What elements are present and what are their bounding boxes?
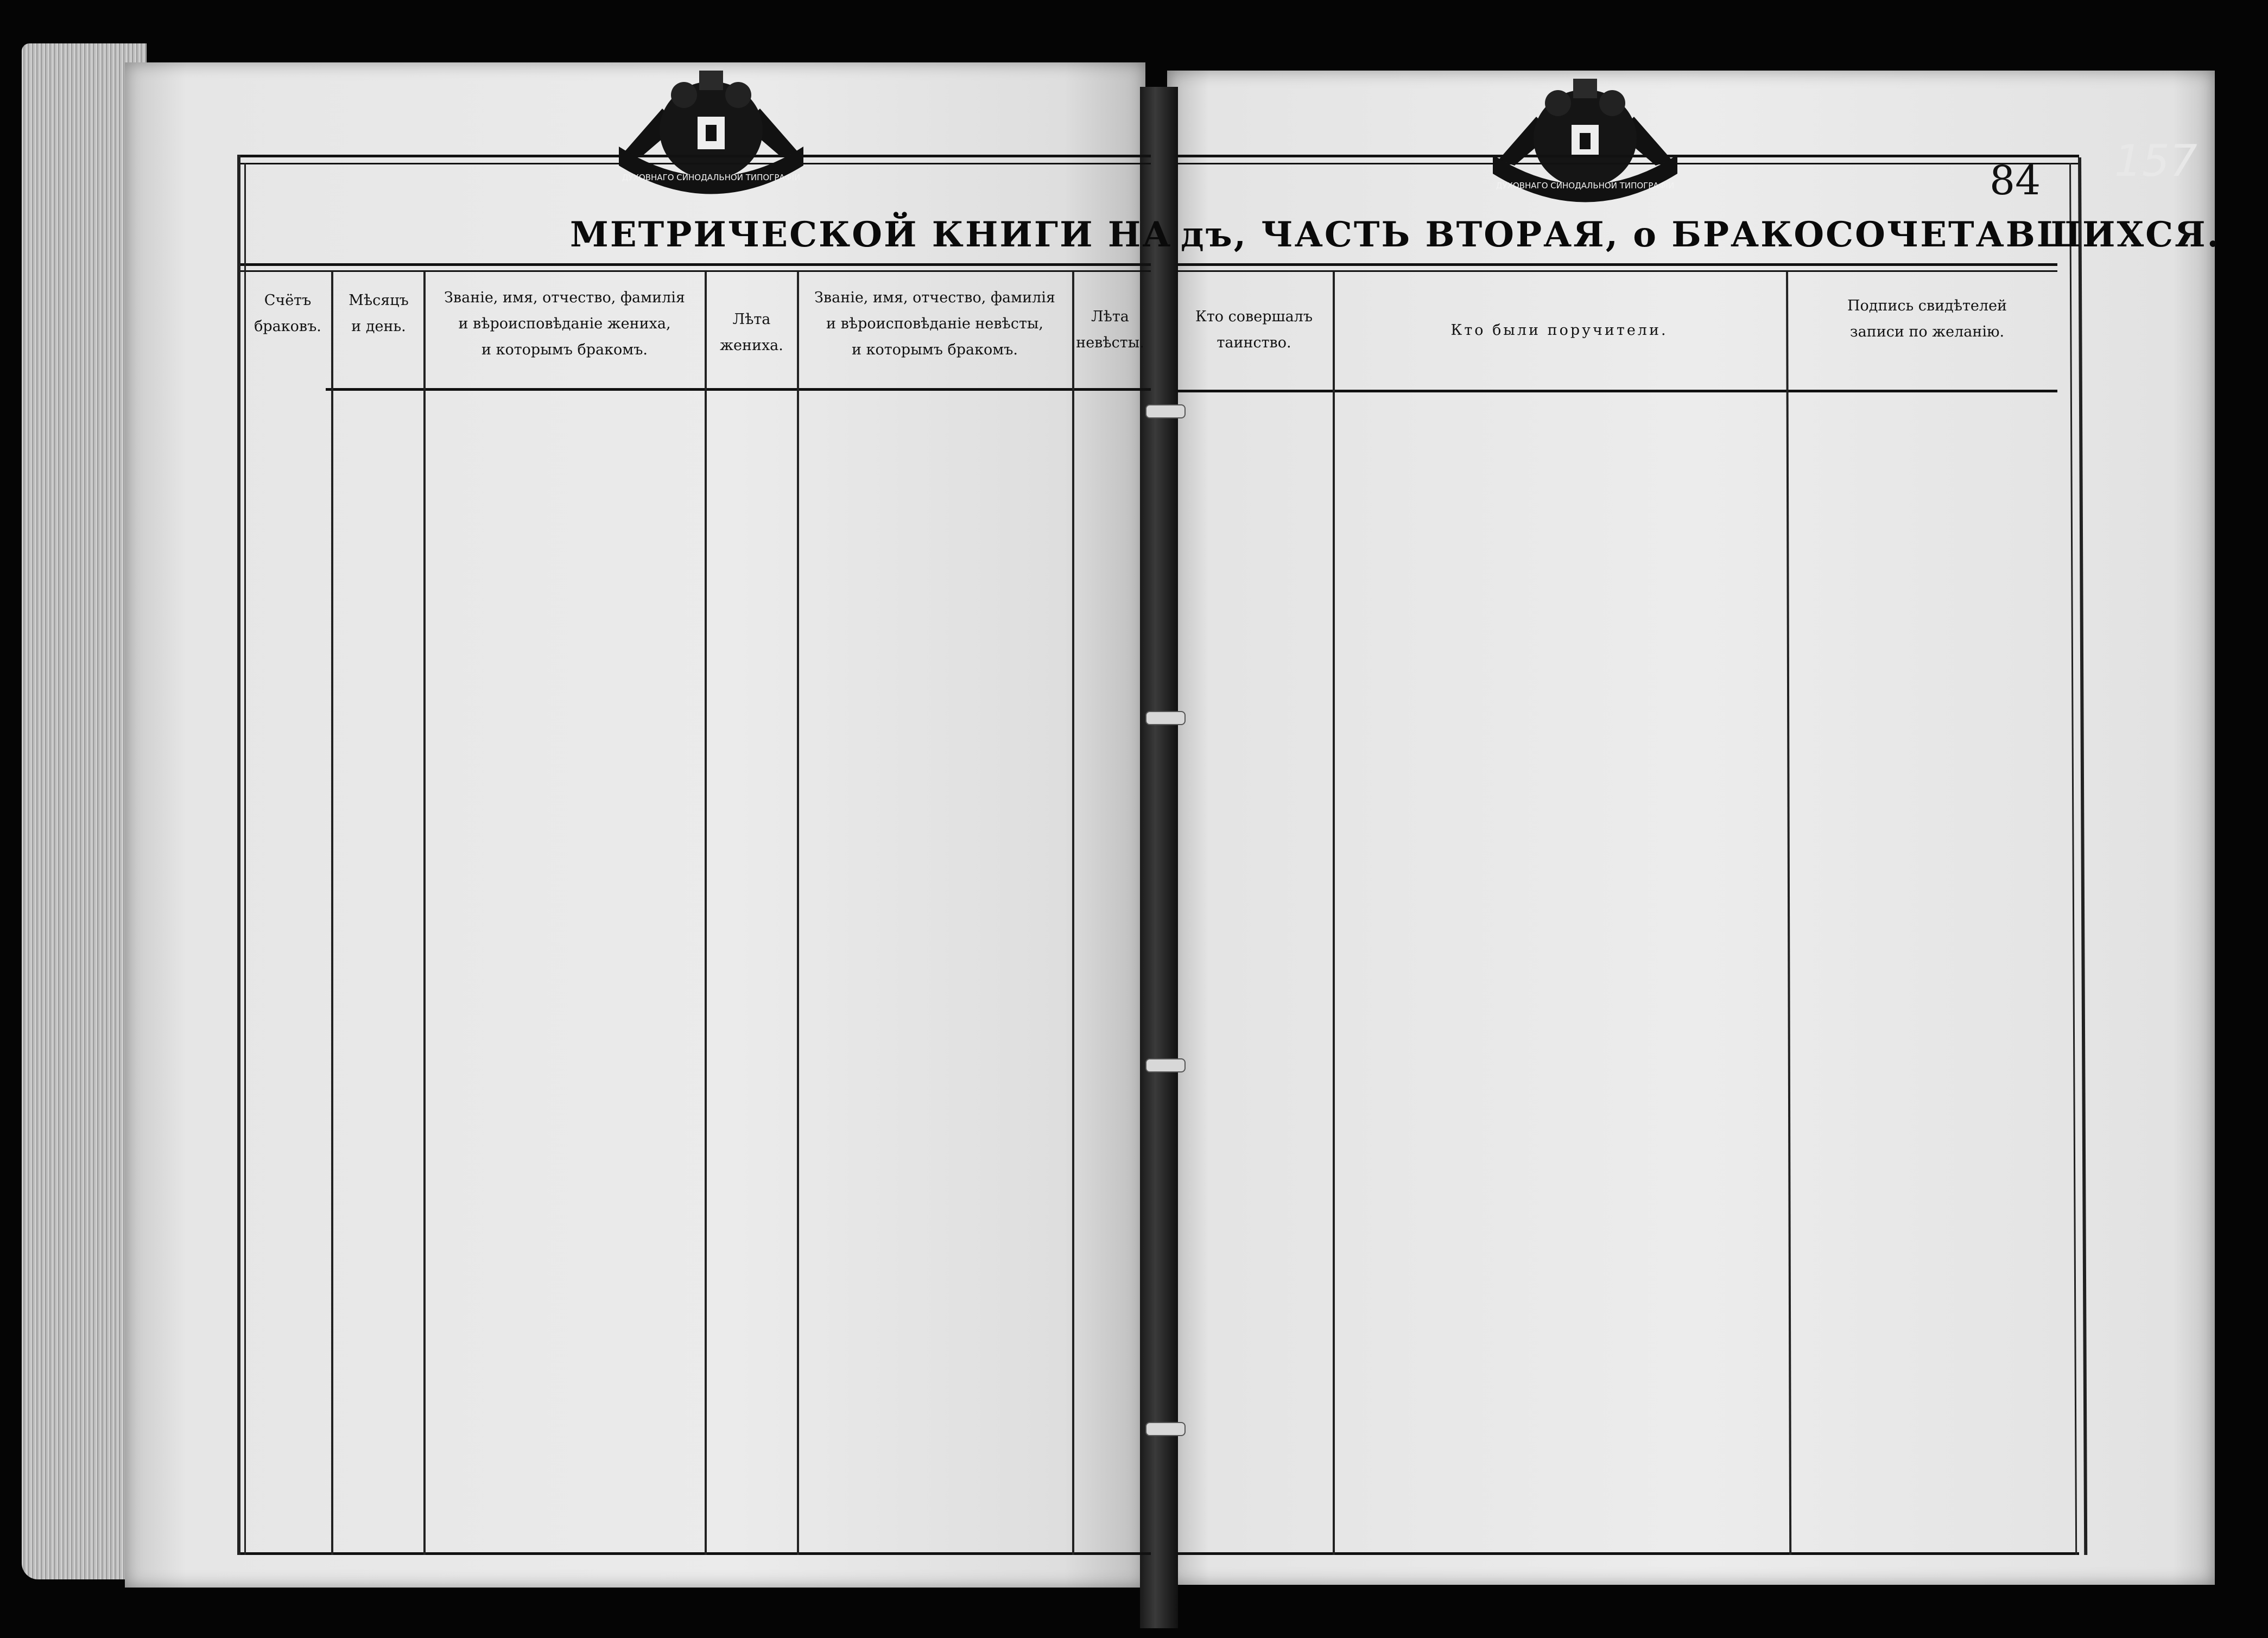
frame-bottom-rule [239,1552,1151,1555]
column-header-guarantors: Кто были поручители. [1450,322,1668,339]
column-header-bride-age: Лѣта невѣсты. [1076,308,1144,351]
emblem-ribbon-text: ДУХОВНАГО СИНОДАЛЬНОЙ ТИПОГРАФІИ [622,173,801,182]
handwritten-folio-number: 157 [2114,136,2197,186]
column-header-officiant: Кто совершалъ таинство. [1195,308,1313,351]
header-rule [1178,263,2057,266]
frame-bottom-rule [1178,1552,2079,1555]
frame-left-rule [237,155,240,1555]
column-divider [331,271,333,1555]
double-headed-eagle-emblem-icon [1477,73,1694,209]
column-header-bottom-rule [1178,390,2057,392]
column-header-bottom-rule [326,388,1151,391]
register-title-right: дъ, ЧАСТЬ ВТОРАЯ, о БРАКОСОЧЕТАВШИХСЯ. [1181,214,2221,255]
frame-top-rule [1178,155,2079,157]
binding-stitch [1145,711,1186,725]
frame-top-rule [239,155,1151,157]
binding-stitch [1145,404,1186,418]
column-header-witness-signatures: Подпись свидѣтелей записи по желанію. [1847,297,2007,340]
column-divider [1072,271,1074,1555]
column-divider [423,271,426,1555]
column-header-month-day: Мѣсяцъ и день. [349,292,409,335]
column-header-groom-age: Лѣта жениха. [720,311,783,354]
column-divider [705,271,707,1555]
column-divider [1333,271,1335,1555]
binding-stitch [1145,1422,1186,1436]
book-gutter [1140,87,1178,1628]
header-rule [239,263,1151,266]
double-headed-eagle-emblem-icon [603,65,820,201]
emblem-ribbon-text: ДУХОВНАГО СИНОДАЛЬНОЙ ТИПОГРАФІИ [1496,181,1675,191]
column-divider [797,271,799,1555]
column-header-groom: Званіе, имя, отчество, фамилія и вѣроисповѣданіе жениха, и которымъ бракомъ. [444,289,685,358]
page-number: 84 [1990,157,2041,204]
register-title-left: МЕТРИЧЕСКОЙ КНИГИ НА [570,214,1173,255]
header-rule-inner [1178,270,2057,272]
frame-top-rule-inner [239,163,1151,164]
column-header-marriage-count: Счётъ браковъ. [254,292,321,335]
frame-top-rule-inner [1178,163,2079,164]
header-rule-inner [239,270,1151,272]
binding-stitch [1145,1058,1186,1072]
column-header-bride: Званіе, имя, отчество, фамилія и вѣроисповѣданіе невѣсты, и которымъ бракомъ. [814,289,1055,358]
frame-left-rule-inner [244,163,246,1555]
